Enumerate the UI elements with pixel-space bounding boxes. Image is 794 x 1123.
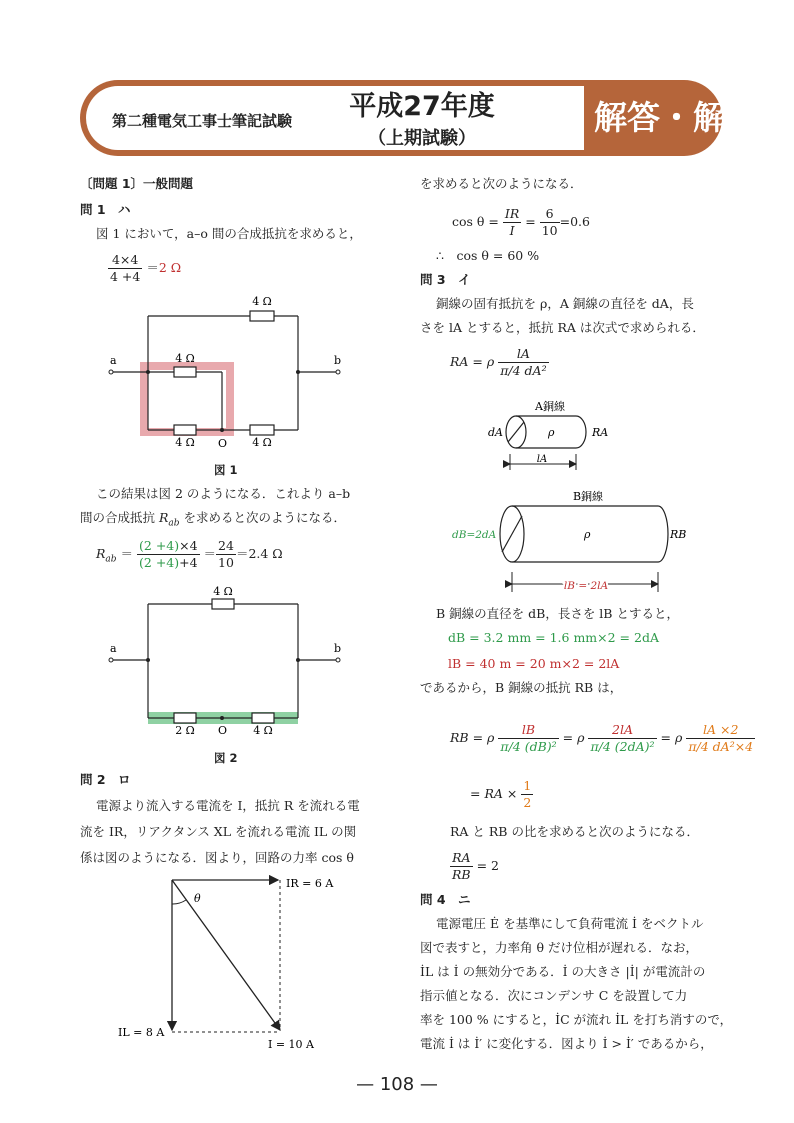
- wire-a-l: lA: [536, 454, 548, 465]
- vector-il-label: IL = 8 A: [118, 1026, 165, 1039]
- rb-d3: π/4 dA²×4: [688, 739, 754, 754]
- rab-inline-sym: R: [159, 510, 169, 525]
- eq1-numerator: 4×4: [108, 252, 142, 269]
- rb-equation: [450, 722, 755, 755]
- fig1-resistor-br: [250, 425, 274, 435]
- fig2-resistor-top: [212, 599, 234, 609]
- r-line1: を求めると次のようになる．: [420, 176, 583, 191]
- fig2-terminal-b: b: [334, 642, 342, 655]
- ratio-den: RB: [452, 867, 471, 882]
- fig2-terminal-a: a: [110, 642, 117, 655]
- header-answer-title: 解答・解説: [594, 98, 759, 137]
- cos-den2: 10: [541, 223, 558, 238]
- fig1-label-br: 4 Ω: [252, 436, 272, 449]
- rb-lhs: RB = ρ: [450, 730, 495, 745]
- q4-line3: İL は İ の無効分である．İ の大きさ |İ| が電流計の: [420, 964, 706, 979]
- rab-sub: ab: [105, 554, 117, 565]
- header-exam-title: 第二種電気工事士筆記試験: [112, 112, 293, 130]
- rab-result: ＝2.4 Ω: [235, 546, 283, 561]
- rb-n2: 2lA: [588, 722, 656, 739]
- cos-result: =0.6: [559, 214, 590, 229]
- wire-b-l: lB = 2lA: [563, 580, 609, 592]
- lb-equation: lB = 40 m = 20 m×2 = 2lA: [448, 656, 620, 671]
- header-white-panel: [86, 86, 584, 150]
- cos-lhs: cos θ =: [452, 214, 499, 229]
- ra-num: lA: [498, 346, 548, 363]
- vector-i: [172, 880, 280, 1030]
- fig1-terminal-a: a: [110, 354, 117, 367]
- rb-d1: π/4 (dB)²: [500, 739, 557, 754]
- cos-num: IR: [504, 206, 520, 221]
- wire-b-r: RB: [670, 528, 687, 541]
- rab-den-b: +4: [179, 555, 198, 570]
- q3-line4: であるから，B 銅線の抵抗 RB は，: [420, 680, 623, 695]
- figure-2-circuit: [104, 584, 348, 734]
- wire-a-diagram: [480, 396, 640, 472]
- wire-a-r: RA: [592, 426, 609, 439]
- ratio-equation: [450, 850, 499, 883]
- wire-b-rho: ρ: [584, 528, 591, 541]
- vector-i-label: I = 10 A: [268, 1038, 314, 1051]
- q1-heading: 問 1 ハ: [80, 202, 131, 217]
- rab-equation: $R_{ab}$ ＝ $\frac{(2 +4)\times 4}{(2 +4)+4}$ ＝ $\frac{24}{10}$ ＝2.4 Ω: [96, 538, 283, 570]
- rab-den2: 10: [218, 555, 234, 570]
- rab-inline-sub: ab: [168, 518, 180, 529]
- header-year: 平成27年度: [349, 91, 495, 122]
- q1-text: 図 1 において，a–o 間の合成抵抗を求めると，: [96, 226, 362, 241]
- after1-line1: この結果は図 2 のようになる．これより a–b: [96, 486, 351, 501]
- cos-conclusion: ∴ cos θ = 60 %: [436, 248, 540, 263]
- q2-heading: 問 2 ロ: [80, 772, 131, 787]
- rab-num2: 24: [218, 538, 234, 553]
- rb-final-n: 1: [523, 778, 532, 793]
- cos-equation: [452, 206, 590, 239]
- after1-line2-a: 間の合成抵抗: [80, 510, 156, 525]
- rab-den-a: (2 +4): [139, 555, 180, 570]
- fig1-resistor-mid: [174, 367, 196, 377]
- eq1-result: 2 Ω: [158, 260, 182, 275]
- chapter-header: [80, 80, 759, 156]
- section-title: 〔問題 1〕一般問題: [80, 176, 194, 191]
- eq1: [108, 252, 181, 285]
- q3-line5: RA と RB の比を求めると次のようになる．: [450, 824, 699, 839]
- after1-line2-b: を求めると次のようになる．: [183, 510, 347, 525]
- rb-d2: π/4 (2dA)²: [590, 739, 655, 754]
- fig1-label-top: 4 Ω: [252, 295, 272, 308]
- rab-inline: [159, 510, 180, 529]
- vector-ir-label: IR = 6 A: [286, 877, 334, 890]
- q2-line2: 流を IR，リアクタンス XL を流れる電流 IL の関: [80, 824, 357, 839]
- wire-a-rho: ρ: [548, 426, 555, 439]
- fig2-label-br: 4 Ω: [253, 724, 273, 734]
- q4-line5: 率を 100 % にすると，İC が流れ İL を打ち消すので，: [420, 1012, 733, 1027]
- vector-diagram: [108, 870, 358, 1054]
- q4-line2: 図で表すと，力率角 θ だけ位相が遅れる．なお，: [420, 940, 698, 955]
- rb-n1: lB: [498, 722, 558, 739]
- fig1-resistor-top: [250, 311, 274, 321]
- q2-line3: 係は図のようになる．図より，回路の力率 cos θ: [80, 850, 354, 865]
- cos-eq: =: [525, 214, 536, 229]
- fig1-node-o: O: [218, 437, 228, 450]
- fig1-caption: 図 1: [214, 463, 238, 477]
- page-number: — 108 —: [356, 1074, 438, 1095]
- rb-final-d: 2: [523, 795, 532, 810]
- ra-den: π/4 dA²: [500, 363, 547, 378]
- q2-line1: 電源より流入する電流を I，抵抗 R を流れる電: [96, 798, 360, 813]
- wire-a-d: dA: [488, 426, 503, 439]
- rb-final: [470, 778, 533, 811]
- eq1-equals: ＝: [146, 260, 159, 275]
- eq1-denominator: 4 +4: [110, 269, 141, 284]
- fig2-resistor-br: [252, 713, 274, 723]
- q3-heading: 問 3 イ: [420, 272, 471, 287]
- rb-final-a: = RA ×: [470, 786, 518, 801]
- q4-line1: 電源電圧 Ė を基準にして負荷電流 İ をベクトル: [436, 916, 704, 931]
- fig2-resistor-bl: [174, 713, 196, 723]
- ra-equation: [450, 346, 549, 379]
- q4-heading: 問 4 ニ: [420, 892, 471, 907]
- wire-b-d: dB=2dA: [452, 529, 497, 541]
- rb-n3: lA ×2: [686, 722, 755, 739]
- fig2-node-o: O: [218, 724, 228, 734]
- wire-b-diagram: [446, 486, 696, 598]
- cos-den: I: [509, 223, 515, 238]
- wire-a-label: A銅線: [535, 400, 565, 413]
- fig2-label-bl: 2 Ω: [175, 724, 195, 734]
- fig1-terminal-b: b: [334, 354, 342, 367]
- rab-sym: R: [96, 546, 106, 561]
- fig1-label-mid: 4 Ω: [175, 352, 195, 365]
- ra-lhs: RA = ρ: [450, 354, 495, 369]
- fig1-label-bl: 4 Ω: [175, 436, 195, 449]
- fig2-caption: 図 2: [214, 751, 238, 765]
- rab-num-a: (2 +4): [139, 538, 180, 553]
- ratio-num: RA: [450, 850, 473, 867]
- rb-eq1: = ρ: [562, 730, 585, 745]
- after1-line2: [80, 510, 346, 532]
- q4-line6: 電流 İ は İ′ に変化する．図より İ > İ′ であるから，: [420, 1036, 713, 1051]
- q3-line2: さを lA とすると，抵抗 RA は次式で求められる．: [420, 320, 705, 335]
- wire-b-label: B銅線: [572, 490, 604, 503]
- header-session: （上期試験）: [368, 128, 476, 149]
- fig1-resistor-bl: [174, 425, 196, 435]
- db-equation: dB = 3.2 mm = 1.6 mm×2 = 2dA: [448, 630, 659, 645]
- q4-line4: 指示値となる．次にコンデンサ C を設置して力: [420, 988, 688, 1003]
- figure-1-circuit: [104, 292, 348, 450]
- rab-num-b: ×4: [179, 538, 198, 553]
- ratio-result: = 2: [476, 858, 499, 873]
- q3-line3: B 銅線の直径を dB，長さを lB とすると，: [436, 606, 679, 621]
- vector-theta: θ: [194, 892, 201, 905]
- fig2-label-top: 4 Ω: [213, 585, 233, 598]
- cos-num2: 6: [540, 206, 560, 223]
- q3-line1: 銅線の固有抵抗を ρ，A 銅線の直径を dA，長: [436, 296, 694, 311]
- rb-eq2: = ρ: [660, 730, 683, 745]
